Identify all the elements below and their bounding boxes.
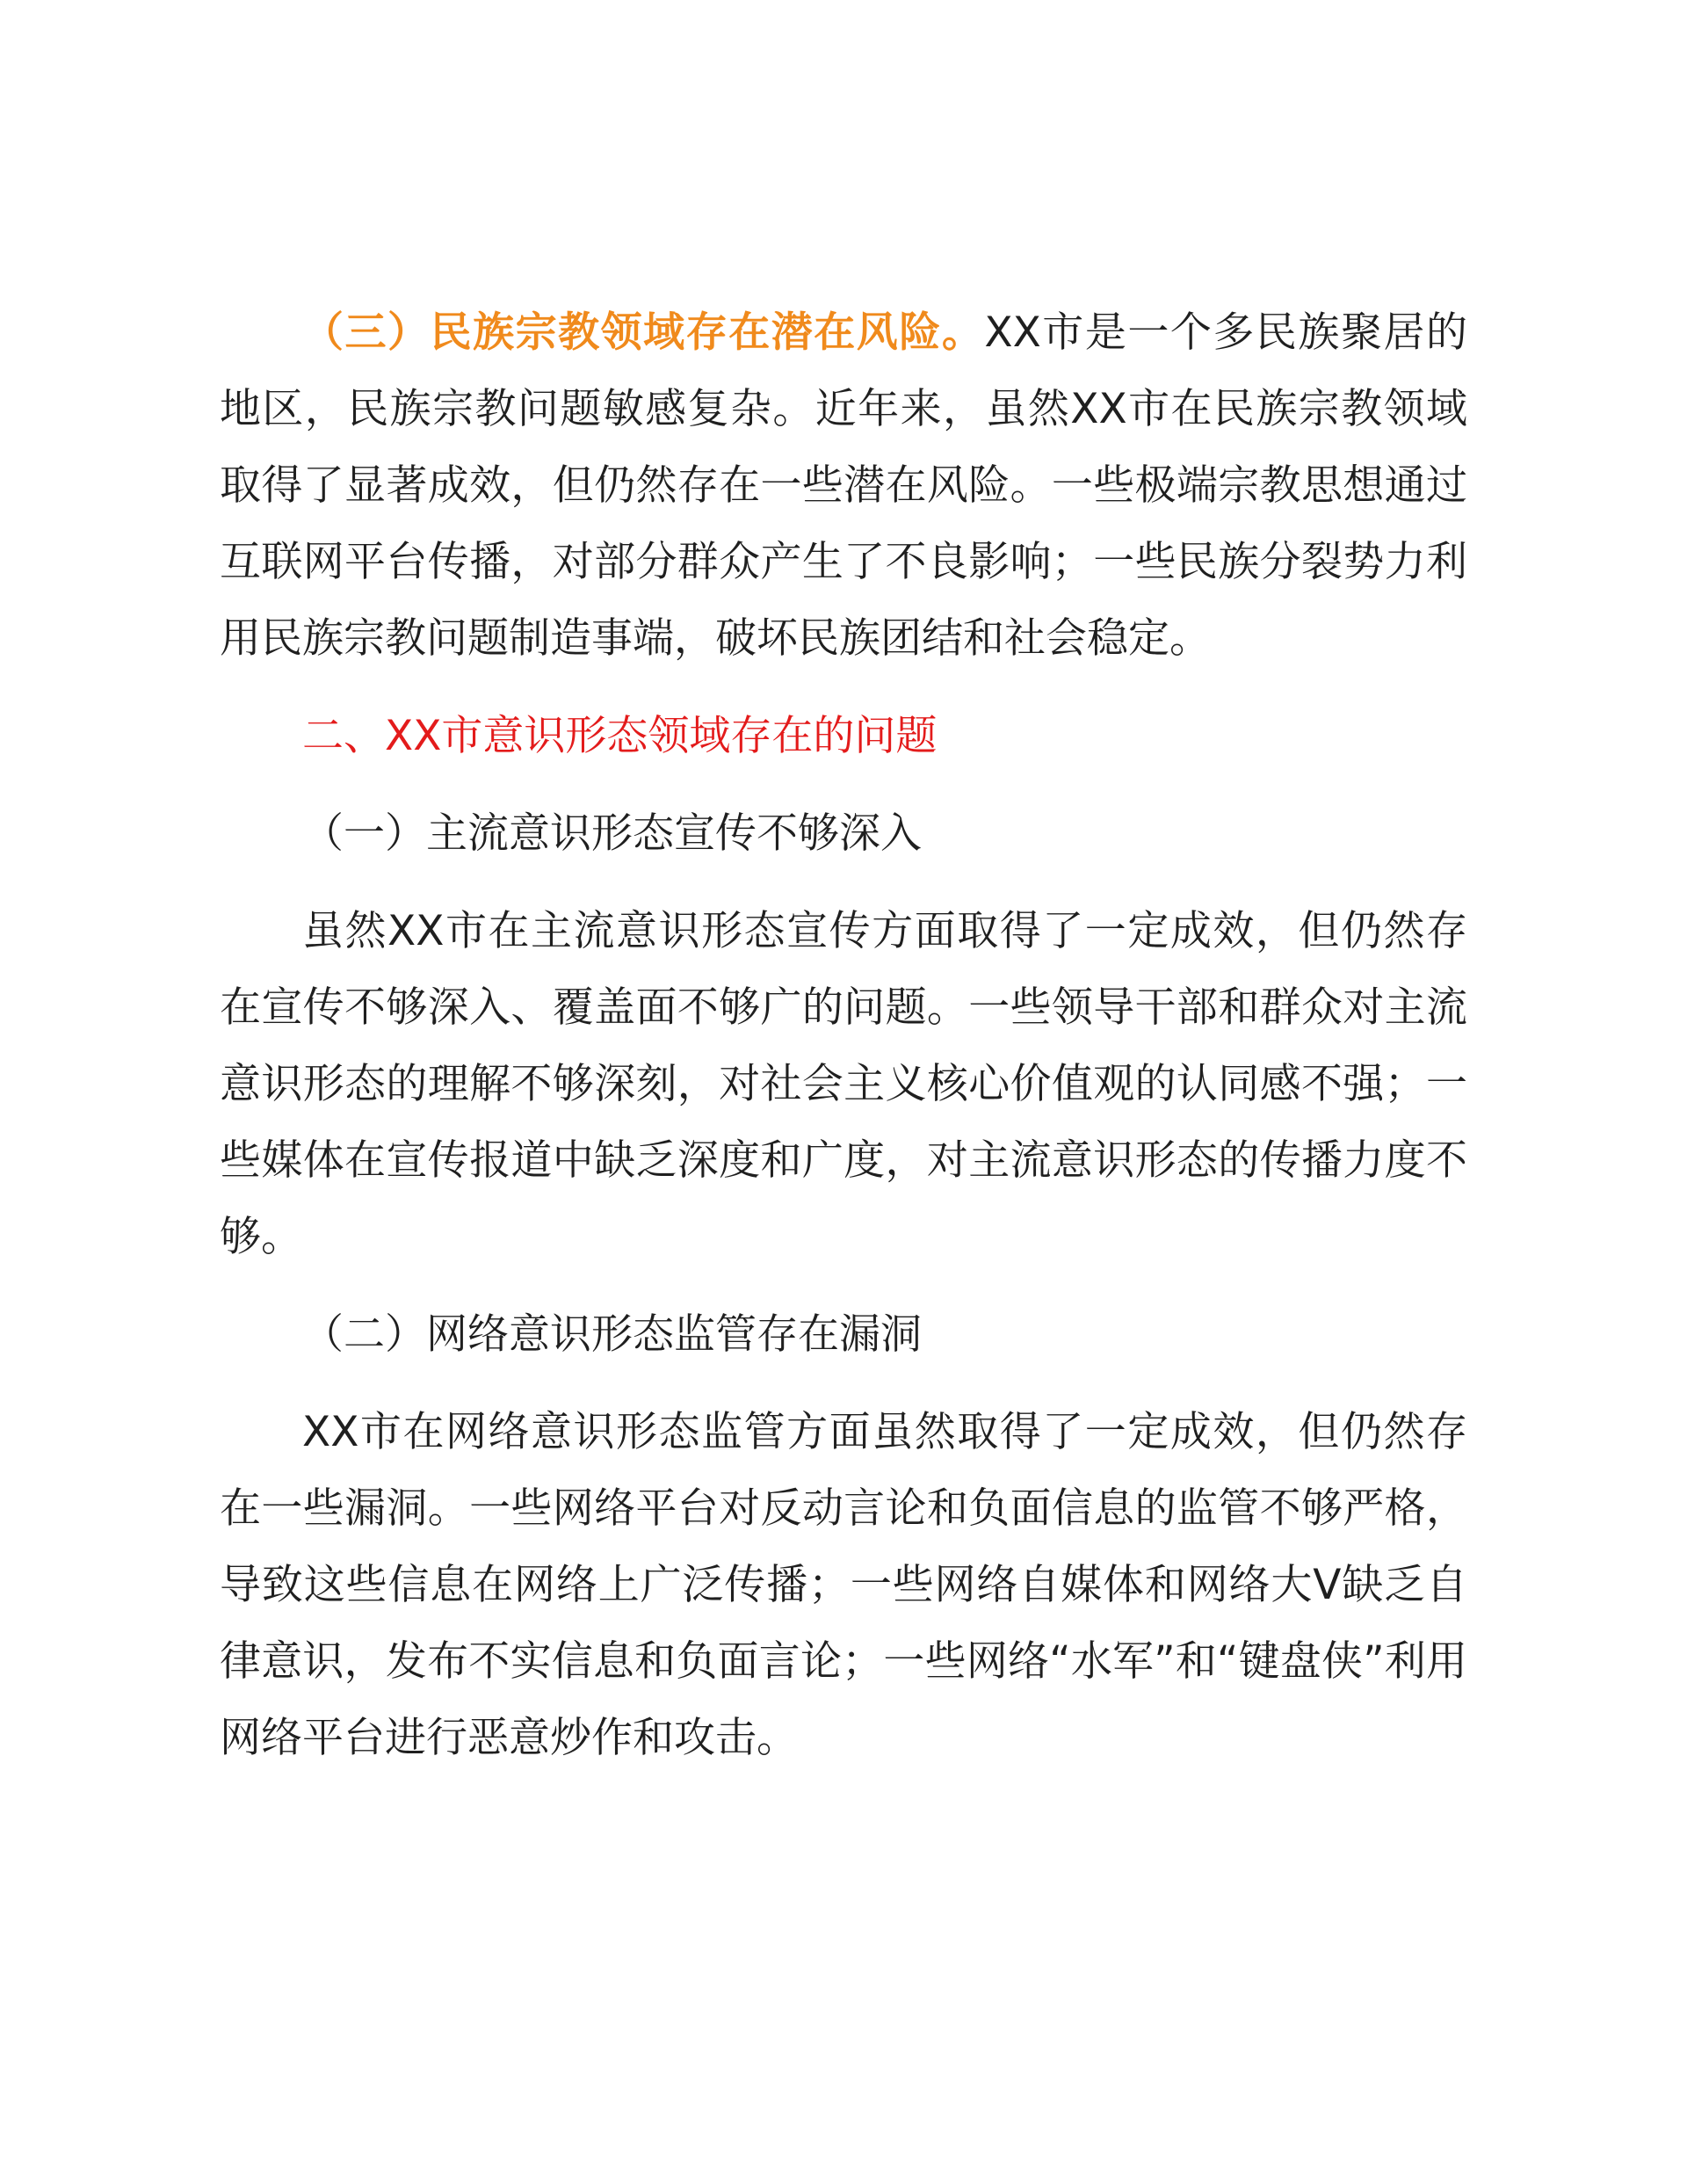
section-three-body: XX市是一个多民族聚居的地区，民族宗教问题敏感复杂。近年来，虽然XX市在民族宗教领域取得了显著成效，但仍然存在一些潜在风险。一些极端宗教思想通过互联网平台传播，对部分群众产生了不良影响；一些民族分裂势力利用民族宗教问题制造事端，破坏民族团结和社会稳定。 (220, 308, 1467, 663)
sub-two-body: XX市在网络意识形态监管方面虽然取得了一定成效，但仍然存在一些漏洞。一些网络平台对反动言论和负面信息的监管不够严格，导致这些信息在网络上广泛传播；一些网络自媒体和网络大V缺乏自律意识，发布不实信息和负面言论；一些网络“水军”和“键盘侠”利用网络平台进行恶意炒作和攻击。 (220, 1408, 1467, 1762)
part-two-heading: 二、XX市意识形态领域存在的问题 (302, 712, 938, 760)
sub-two-heading: （二）网络意识形态监管存在漏洞 (302, 1310, 922, 1359)
sub-one-body: 虽然XX市在主流意识形态宣传方面取得了一定成效，但仍然存在宣传不够深入、覆盖面不够广的问题。一些领导干部和群众对主流意识形态的理解不够深刻，对社会主义核心价值观的认同感不强；一些媒体在宣传报道中缺乏深度和广度，对主流意识形态的传播力度不够。 (220, 907, 1467, 1261)
section-three-lead: （三）民族宗教领域存在潜在风险。 (302, 308, 985, 357)
document-page (220, 294, 1467, 1776)
section-three-paragraph (220, 294, 1467, 677)
sub-one-heading: （一）主流意识形态宣传不够深入 (302, 809, 922, 858)
